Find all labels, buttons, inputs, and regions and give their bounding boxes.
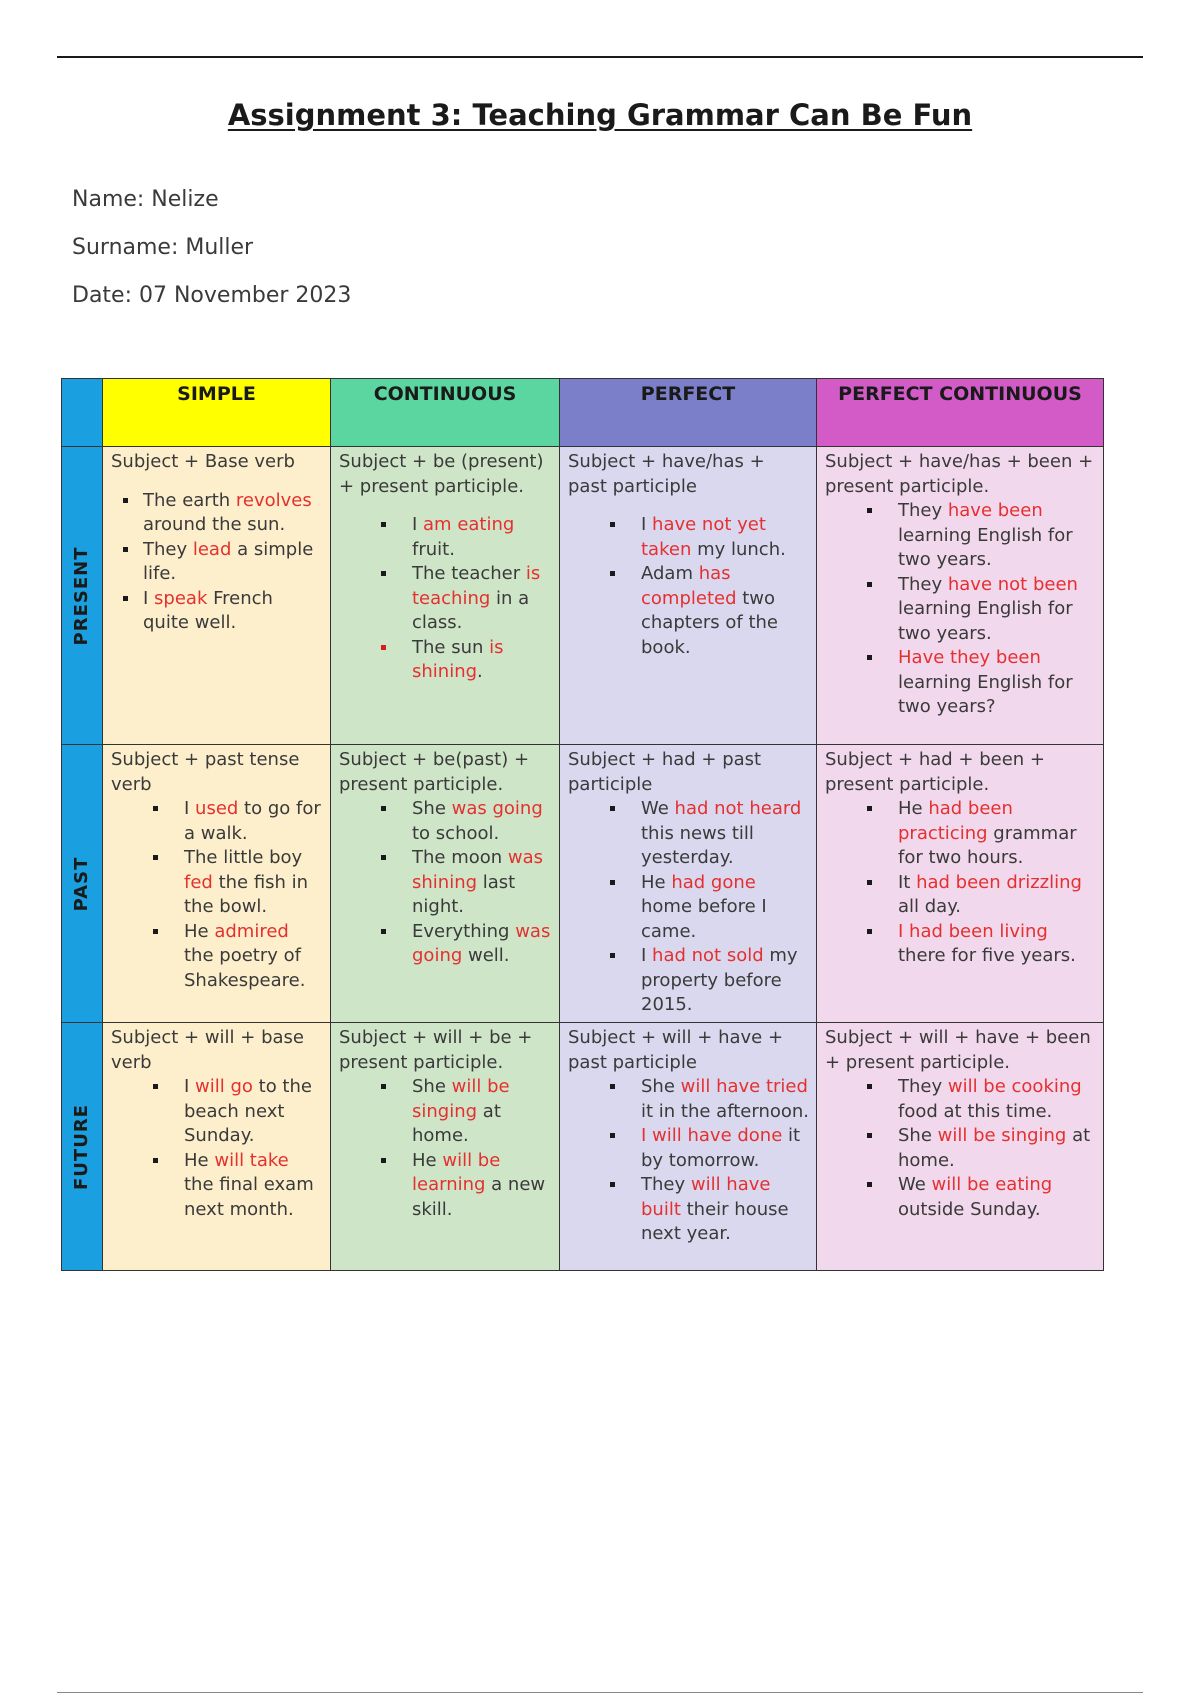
example-text: I bbox=[184, 1076, 196, 1097]
cell-future-perfect-continuous bbox=[817, 1023, 1104, 1271]
verb-highlight: admired bbox=[214, 920, 289, 942]
example-item bbox=[568, 1075, 809, 1124]
example-item bbox=[111, 920, 323, 994]
example-text: well. bbox=[462, 945, 510, 966]
example-text: to the beach next Sunday. bbox=[184, 1076, 312, 1146]
example-list bbox=[111, 1075, 323, 1222]
header-perfect: PERFECT bbox=[560, 379, 817, 447]
example-item bbox=[825, 499, 1096, 573]
table-row-past bbox=[62, 745, 1104, 1023]
example-text: at home. bbox=[898, 1125, 1091, 1171]
example-list bbox=[111, 489, 323, 636]
verb-highlight: was going bbox=[451, 798, 543, 819]
example-list bbox=[568, 1075, 809, 1247]
example-text: She bbox=[412, 1076, 452, 1097]
example-text: around the sun. bbox=[143, 514, 286, 535]
cell-past-perfect-continuous bbox=[817, 745, 1104, 1023]
example-item bbox=[825, 646, 1096, 720]
example-text: They bbox=[143, 538, 193, 560]
example-item bbox=[339, 1149, 552, 1223]
example-text: my property before 2015. bbox=[641, 945, 798, 1015]
verb-highlight: was shining bbox=[412, 847, 544, 893]
example-text: It bbox=[898, 871, 917, 893]
example-item bbox=[111, 538, 323, 587]
verb-highlight: was going bbox=[412, 920, 551, 966]
verb-highlight: will be cooking bbox=[947, 1076, 1082, 1097]
example-list bbox=[568, 513, 809, 660]
verb-highlight: will go bbox=[195, 1076, 253, 1097]
example-text: . bbox=[477, 661, 483, 682]
verb-highlight: am eating bbox=[423, 514, 515, 535]
cell-past-perfect bbox=[560, 745, 817, 1023]
cell-formula: Subject + have/has + been + present participle. bbox=[825, 451, 1094, 497]
example-item bbox=[825, 871, 1096, 920]
example-text: He bbox=[898, 798, 929, 819]
example-text: I bbox=[641, 514, 653, 535]
example-text: the poetry of Shakespeare. bbox=[184, 945, 306, 991]
example-text: The teacher bbox=[412, 563, 526, 584]
row-label-present bbox=[62, 447, 103, 745]
verb-highlight: had gone bbox=[671, 871, 756, 893]
example-text: French quite well. bbox=[143, 587, 273, 633]
example-text: in a class. bbox=[412, 587, 530, 633]
example-item bbox=[825, 920, 1096, 969]
example-list bbox=[825, 1075, 1096, 1222]
example-item bbox=[568, 944, 809, 1018]
example-item bbox=[825, 1173, 1096, 1222]
example-text: my lunch. bbox=[691, 538, 786, 560]
verb-highlight: I will have done bbox=[641, 1125, 783, 1146]
example-item bbox=[568, 1124, 809, 1173]
example-text: I bbox=[412, 514, 424, 535]
verb-highlight: have not been bbox=[947, 573, 1078, 595]
example-text: We bbox=[641, 798, 675, 819]
example-text: She bbox=[898, 1125, 938, 1146]
example-item bbox=[111, 587, 323, 636]
example-text: grammar for two hours. bbox=[898, 822, 1077, 868]
example-item bbox=[825, 1075, 1096, 1124]
surname-line: Surname: Muller bbox=[72, 235, 254, 260]
example-item bbox=[111, 846, 323, 920]
cell-present-continuous bbox=[331, 447, 560, 745]
example-text: it by tomorrow. bbox=[641, 1125, 801, 1171]
example-text: to school. bbox=[412, 822, 500, 844]
example-text: learning English for two years. bbox=[898, 524, 1073, 570]
cell-present-perfect-continuous bbox=[817, 447, 1104, 745]
verb-highlight: will be eating bbox=[931, 1174, 1053, 1195]
example-item bbox=[339, 920, 552, 969]
verb-highlight: will be learning bbox=[412, 1149, 501, 1195]
example-text: a simple life. bbox=[143, 538, 314, 584]
verb-highlight: had not heard bbox=[674, 798, 802, 819]
example-text: to go for a walk. bbox=[184, 798, 321, 844]
example-item bbox=[568, 513, 809, 562]
example-list bbox=[825, 797, 1096, 969]
example-text: They bbox=[641, 1174, 691, 1195]
cell-formula: Subject + will + have + been + present participle. bbox=[825, 1027, 1091, 1073]
example-item bbox=[568, 562, 809, 660]
example-text: She bbox=[641, 1076, 681, 1097]
example-text: fruit. bbox=[412, 538, 455, 560]
cell-past-simple bbox=[103, 745, 331, 1023]
cell-formula: Subject + be (present) + present participle. bbox=[339, 451, 544, 497]
example-item bbox=[339, 636, 552, 685]
table-row-future bbox=[62, 1023, 1104, 1271]
row-label-text: PRESENT bbox=[70, 546, 92, 645]
example-text: She bbox=[412, 798, 452, 819]
cell-formula: Subject + had + been + present participle. bbox=[825, 749, 1045, 795]
example-text: outside Sunday. bbox=[898, 1198, 1041, 1220]
example-text: The earth bbox=[143, 489, 236, 511]
example-item bbox=[568, 871, 809, 945]
cell-formula: Subject + have/has + past participle bbox=[568, 451, 765, 497]
example-text: a new skill. bbox=[412, 1174, 546, 1220]
cell-formula: Subject + past tense verb bbox=[111, 749, 300, 795]
cell-formula: Subject + will + base verb bbox=[111, 1027, 304, 1073]
example-text: He bbox=[184, 1149, 215, 1171]
verb-highlight: lead bbox=[192, 538, 232, 560]
example-text: The little boy bbox=[184, 847, 303, 868]
verb-highlight: have not yet taken bbox=[641, 514, 766, 560]
example-text: two chapters of the book. bbox=[641, 587, 779, 658]
header-continuous: CONTINUOUS bbox=[331, 379, 560, 447]
verb-highlight: will be singing bbox=[412, 1076, 510, 1122]
verb-highlight: Have they been bbox=[898, 647, 1041, 668]
cell-formula: Subject + will + be + present participle. bbox=[339, 1027, 533, 1073]
verb-highlight: is teaching bbox=[412, 563, 541, 609]
cell-future-perfect bbox=[560, 1023, 817, 1271]
example-item bbox=[339, 797, 552, 846]
verb-highlight: has completed bbox=[641, 563, 737, 609]
example-item bbox=[111, 1149, 323, 1223]
table-row-present bbox=[62, 447, 1104, 745]
example-text: He bbox=[412, 1149, 443, 1171]
cell-present-perfect bbox=[560, 447, 817, 745]
table-header-row bbox=[62, 379, 1104, 447]
cell-formula: Subject + will + have + past participle bbox=[568, 1027, 784, 1073]
example-item bbox=[568, 1173, 809, 1247]
example-text: The sun bbox=[412, 636, 490, 658]
example-text: it in the afternoon. bbox=[641, 1100, 810, 1122]
example-item bbox=[339, 1075, 552, 1149]
example-text: He bbox=[641, 871, 672, 893]
verb-highlight: is shining bbox=[412, 636, 504, 682]
example-text: They bbox=[898, 1076, 948, 1097]
row-label-future bbox=[62, 1023, 103, 1271]
cell-future-simple bbox=[103, 1023, 331, 1271]
example-item bbox=[825, 573, 1096, 647]
example-list bbox=[568, 797, 809, 1018]
example-text: They bbox=[898, 500, 948, 521]
example-text: food at this time. bbox=[898, 1100, 1053, 1122]
example-item bbox=[339, 513, 552, 562]
example-list bbox=[825, 499, 1096, 720]
example-item bbox=[339, 846, 552, 920]
row-label-text: FUTURE bbox=[70, 1103, 92, 1190]
verb-highlight: I had been living bbox=[898, 920, 1048, 942]
example-text: Adam bbox=[641, 563, 699, 584]
verb-highlight: had not sold bbox=[652, 945, 764, 966]
example-text: this news till yesterday. bbox=[641, 822, 754, 868]
verb-highlight: will have tried bbox=[680, 1076, 808, 1097]
example-text: at home. bbox=[412, 1100, 501, 1146]
example-text: He bbox=[184, 920, 215, 942]
example-list bbox=[339, 513, 552, 685]
cell-past-continuous bbox=[331, 745, 560, 1023]
example-item bbox=[825, 797, 1096, 871]
verb-highlight: used bbox=[195, 798, 239, 819]
example-list bbox=[339, 797, 552, 969]
verb-highlight: speak bbox=[154, 587, 208, 609]
top-rule bbox=[57, 56, 1143, 58]
verb-highlight: had been drizzling bbox=[916, 871, 1082, 893]
example-text: learning English for two years? bbox=[898, 671, 1073, 717]
tense-table bbox=[61, 378, 1104, 1271]
example-item bbox=[568, 797, 809, 871]
example-text: The moon bbox=[412, 847, 508, 868]
name-line: Name: Nelize bbox=[72, 187, 219, 212]
example-text: there for five years. bbox=[898, 945, 1076, 966]
example-text: learning English for two years. bbox=[898, 598, 1073, 644]
example-text: Everything bbox=[412, 920, 516, 942]
example-item bbox=[111, 489, 323, 538]
cell-formula: Subject + Base verb bbox=[111, 451, 295, 472]
header-simple: SIMPLE bbox=[103, 379, 331, 447]
example-text: They bbox=[898, 573, 948, 595]
cell-formula: Subject + be(past) + present participle. bbox=[339, 749, 530, 795]
cell-future-continuous bbox=[331, 1023, 560, 1271]
example-text: I bbox=[641, 945, 653, 966]
row-label-past bbox=[62, 745, 103, 1023]
example-text: the fish in the bowl. bbox=[184, 871, 309, 917]
cell-formula: Subject + had + past participle bbox=[568, 749, 762, 795]
cell-present-simple bbox=[103, 447, 331, 745]
example-list bbox=[339, 1075, 552, 1222]
header-perfect-continuous: PERFECT CONTINUOUS bbox=[817, 379, 1104, 447]
verb-highlight: will take bbox=[214, 1149, 289, 1171]
example-item bbox=[825, 1124, 1096, 1173]
example-item bbox=[111, 1075, 323, 1149]
example-text: their house next year. bbox=[641, 1198, 789, 1244]
example-text: We bbox=[898, 1174, 932, 1195]
example-text: all day. bbox=[898, 896, 962, 917]
example-item bbox=[111, 797, 323, 846]
verb-highlight: revolves bbox=[235, 489, 312, 511]
verb-highlight: have been bbox=[947, 500, 1043, 521]
bottom-rule bbox=[57, 1692, 1143, 1693]
verb-highlight: will have built bbox=[641, 1174, 771, 1220]
example-list bbox=[111, 797, 323, 993]
example-item bbox=[339, 562, 552, 636]
row-label-text: PAST bbox=[70, 856, 92, 911]
example-text: I bbox=[143, 587, 155, 609]
page-title: Assignment 3: Teaching Grammar Can Be Fun bbox=[227, 98, 973, 132]
example-text: home before I came. bbox=[641, 896, 767, 942]
header-corner bbox=[62, 379, 103, 447]
date-line: Date: 07 November 2023 bbox=[72, 283, 352, 308]
example-text: I bbox=[184, 798, 196, 819]
example-text: the final exam next month. bbox=[184, 1174, 314, 1220]
example-text: last night. bbox=[412, 871, 516, 917]
verb-highlight: will be singing bbox=[937, 1125, 1067, 1146]
verb-highlight: fed bbox=[184, 871, 213, 893]
verb-highlight: had been practicing bbox=[898, 798, 1013, 844]
